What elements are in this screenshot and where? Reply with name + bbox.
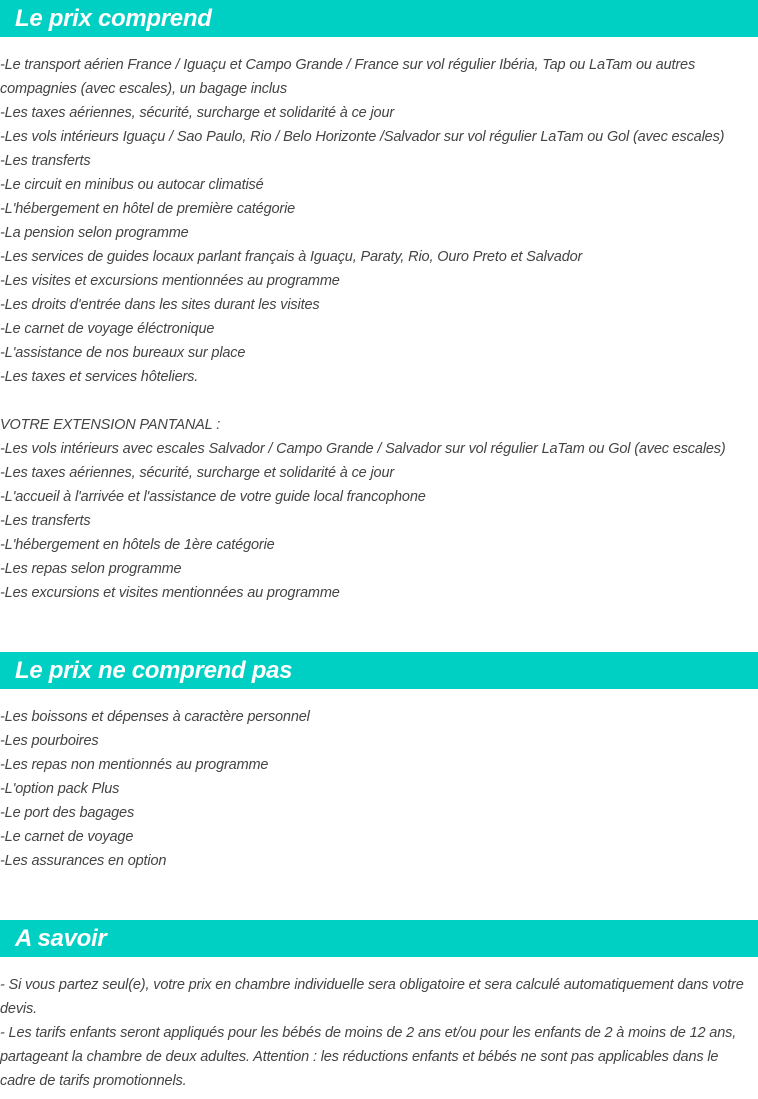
list-item: -Les taxes et services hôteliers. [0,369,199,385]
list-item: -Les taxes aériennes, sécurité, surcharge et solidarité à ce jour [0,465,395,481]
list-item: -Le circuit en minibus ou autocar climatisé [0,177,264,193]
list-item: -La pension selon programme [0,225,189,241]
list-item: -Les excursions et visites mentionnées au programme [0,585,340,601]
list-item: -Les repas selon programme [0,561,182,577]
list-item: -Les taxes aériennes, sécurité, surcharge et solidarité à ce jour [0,105,395,121]
section-title-not-included: Le prix ne comprend pas [15,656,293,684]
list-item: -L'hébergement en hôtels de 1ère catégorie [0,537,275,553]
list-item: -L'option pack Plus [0,781,120,797]
section-header-included [0,0,758,37]
list-item: -Les droits d'entrée dans les sites durant les visites [0,297,320,313]
section-title-good-to-know: A savoir [15,924,107,952]
list-item: -Le port des bagages [0,805,135,821]
spacer [0,389,758,413]
list-item: -Les repas non mentionnés au programme [0,757,269,773]
not-included-list [0,705,758,873]
list-item: -Les boissons et dépenses à caractère personnel [0,709,310,725]
paragraph: - Si vous partez seul(e), votre prix en chambre individuelle sera obligatoire et sera calculé automatiquement dans votre devis. [0,977,744,1017]
list-item: compagnies (avec escales), un bagage inclus [0,81,287,97]
paragraph: - Les tarifs enfants seront appliqués pour les bébés de moins de 2 ans et/ou pour les enfants de 2 à moins de 12 ans, partageant la chambre de deux adultes. Attention : les réductions enfants et bébés ne sont pas applicables dans le cadre de tarifs promotionnels. [0,1025,737,1089]
list-item: -L'hébergement en hôtel de première catégorie [0,201,296,217]
list-item: -Le carnet de voyage [0,829,134,845]
good-to-know-text [0,973,758,1093]
list-item: -Les assurances en option [0,853,167,869]
list-item: -Le transport aérien France / Iguaçu et Campo Grande / France sur vol régulier Ibéria, Tap ou LaTam ou autres [0,57,696,73]
section-header-good-to-know [0,920,758,957]
section-title-included: Le prix comprend [15,4,212,32]
list-item: -Le carnet de voyage éléctronique [0,321,215,337]
list-item: -Les pourboires [0,733,99,749]
list-item: -Les transferts [0,153,91,169]
list-item: -Les visites et excursions mentionnées au programme [0,273,340,289]
list-item: -L'accueil à l'arrivée et l'assistance de votre guide local francophone [0,489,426,505]
list-item: -Les vols intérieurs avec escales Salvador / Campo Grande / Salvador sur vol régulier LaTam ou Gol (avec escales) [0,441,726,457]
list-item: -Les transferts [0,513,91,529]
list-item: -L'assistance de nos bureaux sur place [0,345,246,361]
extension-title: VOTRE EXTENSION PANTANAL : [0,417,221,433]
section-header-not-included [0,652,758,689]
included-list [0,53,758,605]
list-item: -Les services de guides locaux parlant français à Iguaçu, Paraty, Rio, Ouro Preto et Salvador [0,249,583,265]
list-item: -Les vols intérieurs Iguaçu / Sao Paulo, Rio / Belo Horizonte /Salvador sur vol régulier LaTam ou Gol (avec escales) [0,129,725,145]
